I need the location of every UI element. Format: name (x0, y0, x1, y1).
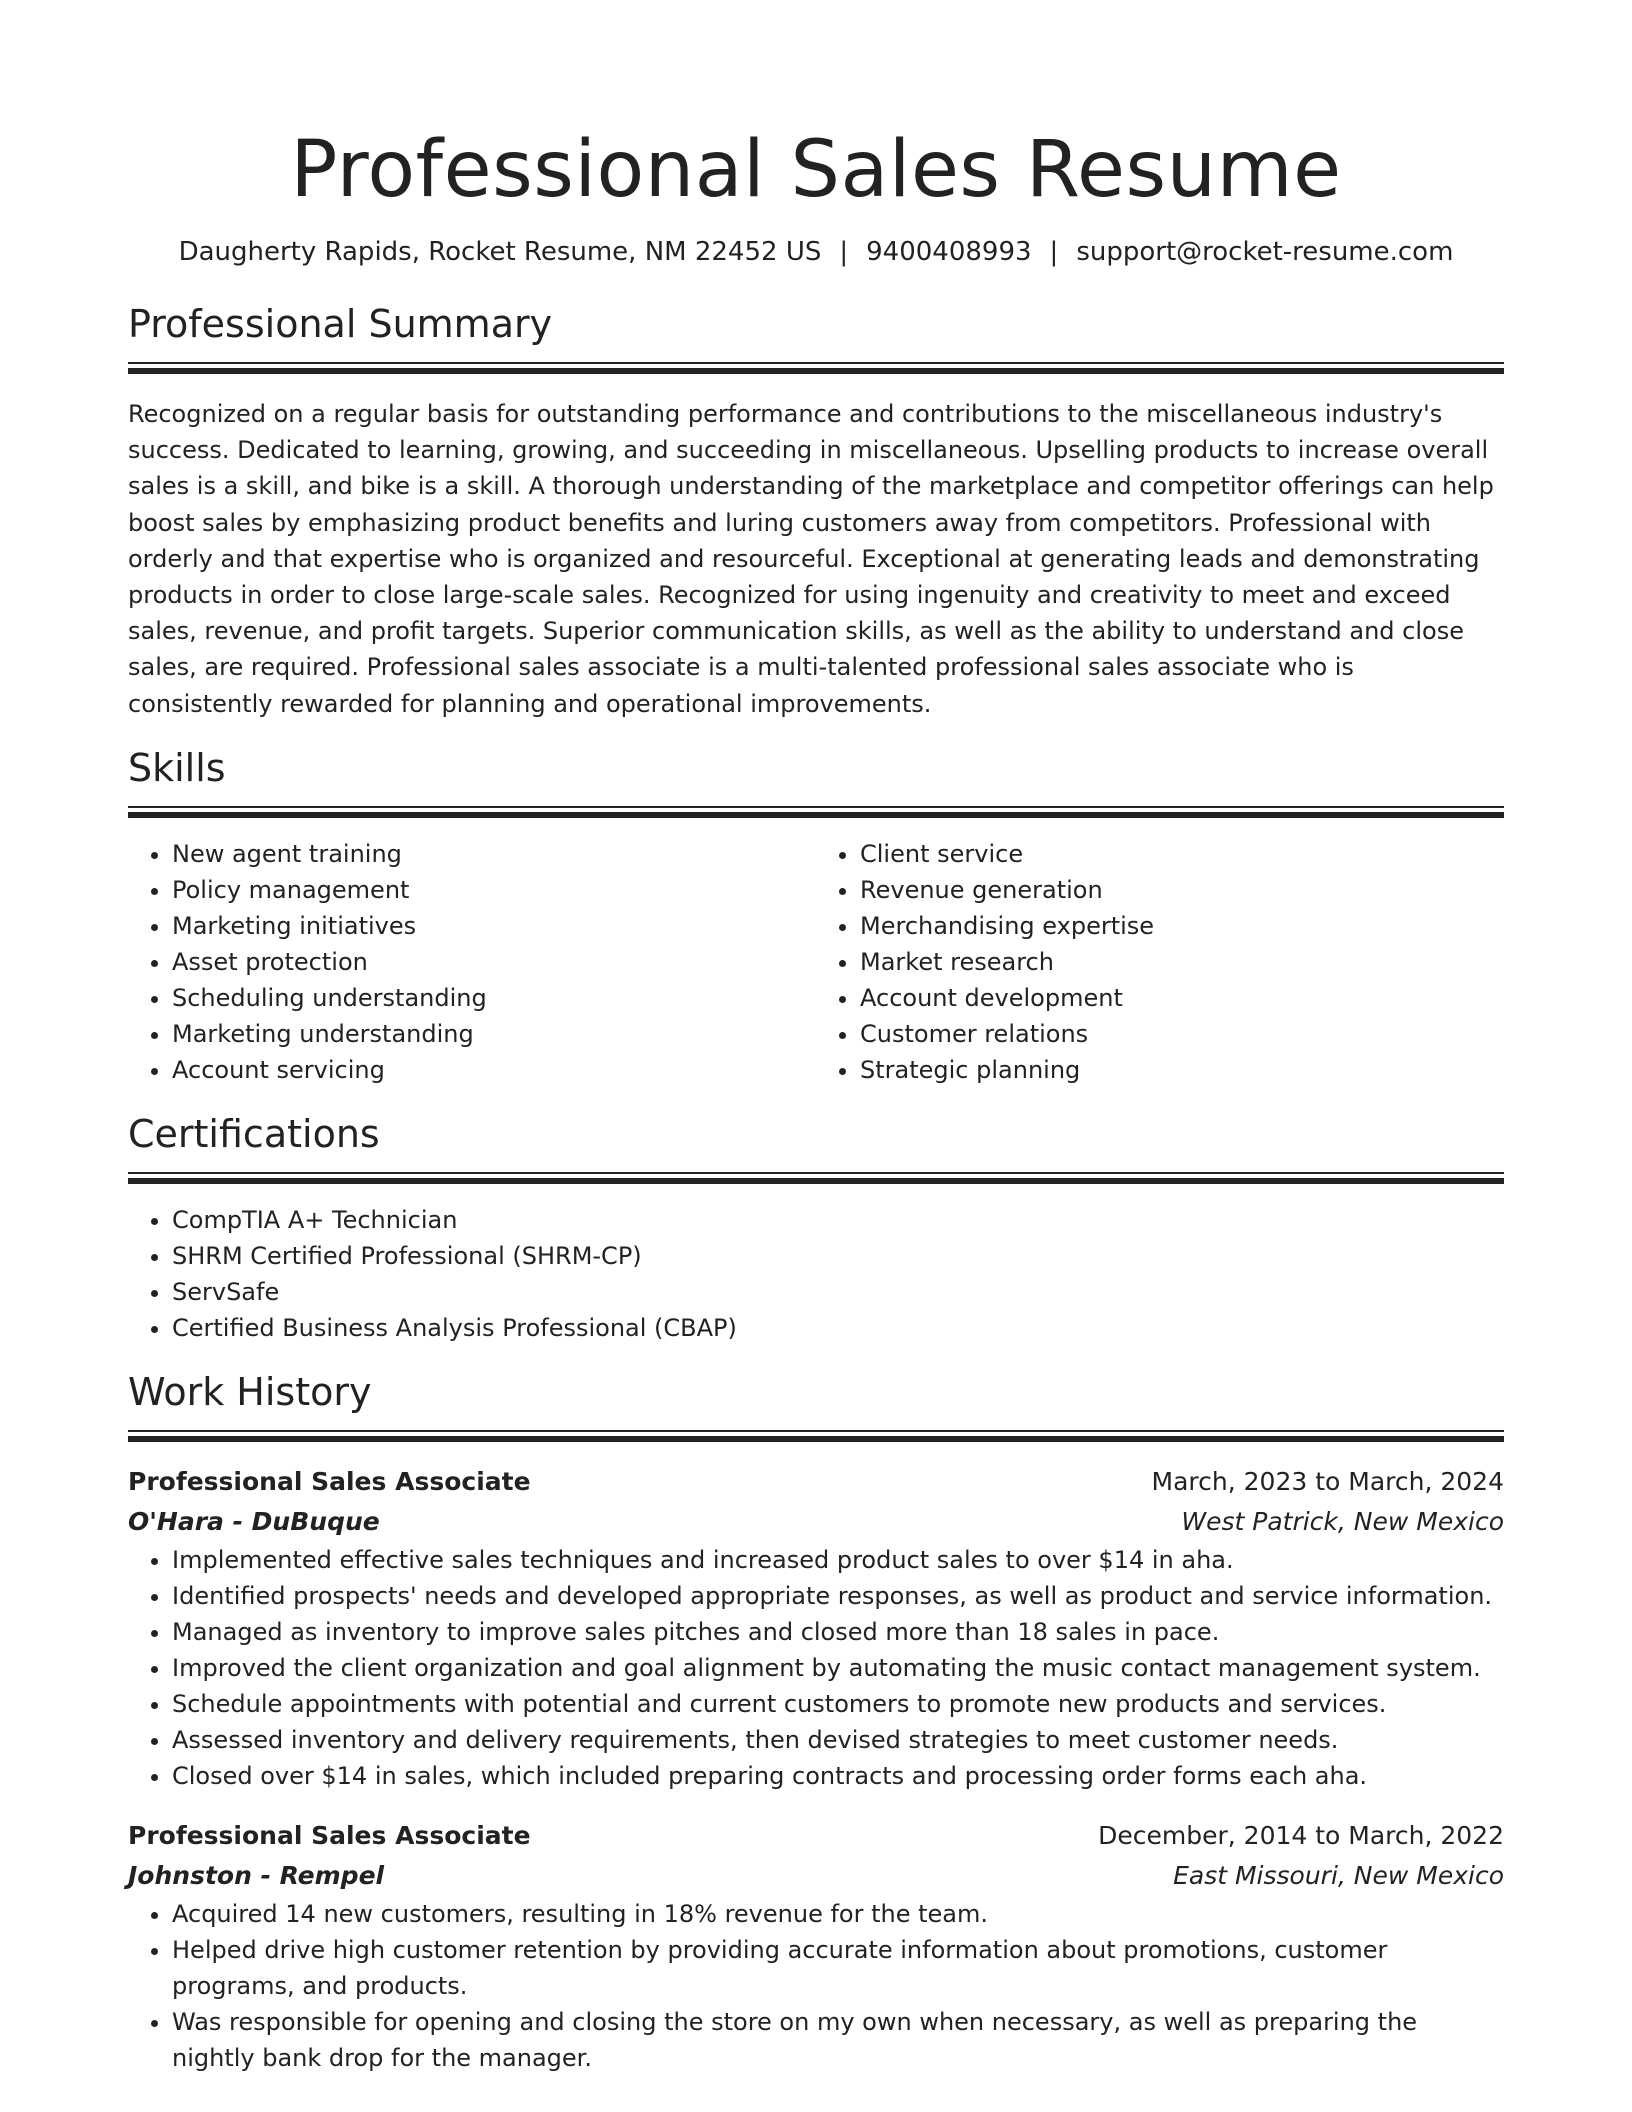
skills-list-right (816, 836, 1504, 1088)
section-title-work-history: Work History (128, 1369, 372, 1414)
contact-separator: | (839, 237, 849, 267)
summary-section (128, 300, 1504, 722)
job-bullet: • Improved the client organization and goal alignment by automating the music contact management system. (172, 1650, 1504, 1686)
job-title: Professional Sales Associate (128, 1820, 531, 1850)
certifications-list (128, 1194, 1504, 1346)
job-entry (128, 1794, 1504, 2076)
work-history-section (128, 1368, 1504, 2076)
job-subheader (128, 1502, 1504, 1542)
job-bullet: • Identified prospects' needs and developed appropriate responses, as well as product and service information. (172, 1578, 1504, 1614)
job-header (128, 1816, 1504, 1856)
skill-item: • Customer relations (860, 1016, 1504, 1052)
skills-section (128, 744, 1504, 1088)
job-bullet: • Assessed inventory and delivery requirements, then devised strategies to meet customer needs. (172, 1722, 1504, 1758)
job-bullet: • Helped drive high customer retention by providing accurate information about promotions, customer programs, and products. (172, 1932, 1504, 2004)
job-company: Johnston - Rempel (128, 1860, 385, 1890)
skill-item: • Asset protection (172, 944, 816, 980)
skill-item: • Policy management (172, 872, 816, 908)
section-divider (128, 362, 1504, 364)
job-bullet: • Schedule appointments with potential and current customers to promote new products and services. (172, 1686, 1504, 1722)
skill-item: • Marketing understanding (172, 1016, 816, 1052)
section-divider (128, 1430, 1504, 1432)
job-bullet: • Acquired 14 new customers, resulting in 18% revenue for the team. (172, 1896, 1504, 1932)
job-company: O'Hara - DuBuque (128, 1506, 380, 1536)
skill-item: • Marketing initiatives (172, 908, 816, 944)
certification-item: • SHRM Certified Professional (SHRM-CP) (172, 1238, 1504, 1274)
skill-item: • Client service (860, 836, 1504, 872)
job-dates: March, 2023 to March, 2024 (1151, 1466, 1504, 1496)
section-divider (128, 1172, 1504, 1174)
contact-email: support@rocket-resume.com (1076, 237, 1454, 267)
section-title-certifications: Certifications (128, 1111, 380, 1156)
section-divider (128, 806, 1504, 808)
contact-line (128, 234, 1504, 270)
job-subheader (128, 1856, 1504, 1896)
contact-address: Daugherty Rapids, Rocket Resume, NM 22452 US (178, 237, 822, 267)
job-title: Professional Sales Associate (128, 1466, 531, 1496)
section-title-summary: Professional Summary (128, 302, 553, 346)
skill-item: • Scheduling understanding (172, 980, 816, 1016)
summary-paragraph: Recognized on a regular basis for outstanding performance and contributions to the miscellaneous industry's success. Dedicated to learning, growing, and succeeding in miscellaneous. Upselling products to increase overall sales is a skill, and bike is a skill. A thorough understanding of the marketplace and competitor offerings can help boost sales by emphasizing product benefits and luring customers away from competitors. Professional with orderly and that expertise who is organized and resourceful. Exceptional at generating leads and demonstrating products in order to close large-scale sales. Recognized for using ingenuity and creativity to meet and exceed sales, revenue, and profit targets. Superior communication skills, as well as the ability to understand and close sales, are required. Professional sales associate is a multi-talented professional sales associate who is consistently rewarded for planning and operational improvements. (128, 400, 1494, 718)
job-bullet: • Closed over $14 in sales, which included preparing contracts and processing order forms each aha. (172, 1758, 1504, 1794)
job-bullet: • Was responsible for opening and closing the store on my own when necessary, as well as preparing the nightly bank drop for the manager. (172, 2004, 1504, 2076)
job-header (128, 1462, 1504, 1502)
job-entry (128, 1452, 1504, 1794)
skill-item: • Account servicing (172, 1052, 816, 1088)
skill-item: • Merchandising expertise (860, 908, 1504, 944)
skill-item: • Market research (860, 944, 1504, 980)
job-location: East Missouri, New Mexico (1173, 1860, 1504, 1890)
skill-item: • Revenue generation (860, 872, 1504, 908)
contact-separator: | (1049, 237, 1059, 267)
skills-grid (128, 828, 1504, 1088)
section-title-skills: Skills (128, 745, 226, 790)
skill-item: • Account development (860, 980, 1504, 1016)
resume-title: Professional Sales Resume (290, 125, 1342, 215)
job-bullet-list (128, 1896, 1504, 2076)
skill-item: • New agent training (172, 836, 816, 872)
certification-item: • Certified Business Analysis Professional (CBAP) (172, 1310, 1504, 1346)
job-location: West Patrick, New Mexico (1181, 1506, 1504, 1536)
certification-item: • CompTIA A+ Technician (172, 1202, 1504, 1238)
skill-item: • Strategic planning (860, 1052, 1504, 1088)
contact-phone: 9400408993 (866, 237, 1032, 267)
job-bullet: • Implemented effective sales techniques and increased product sales to over $14 in aha. (172, 1542, 1504, 1578)
job-bullet: • Managed as inventory to improve sales pitches and closed more than 18 sales in pace. (172, 1614, 1504, 1650)
certifications-section (128, 1110, 1504, 1346)
job-dates: December, 2014 to March, 2022 (1098, 1820, 1504, 1850)
skills-list-left (128, 836, 816, 1088)
job-bullet-list (128, 1542, 1504, 1794)
certification-item: • ServSafe (172, 1274, 1504, 1310)
